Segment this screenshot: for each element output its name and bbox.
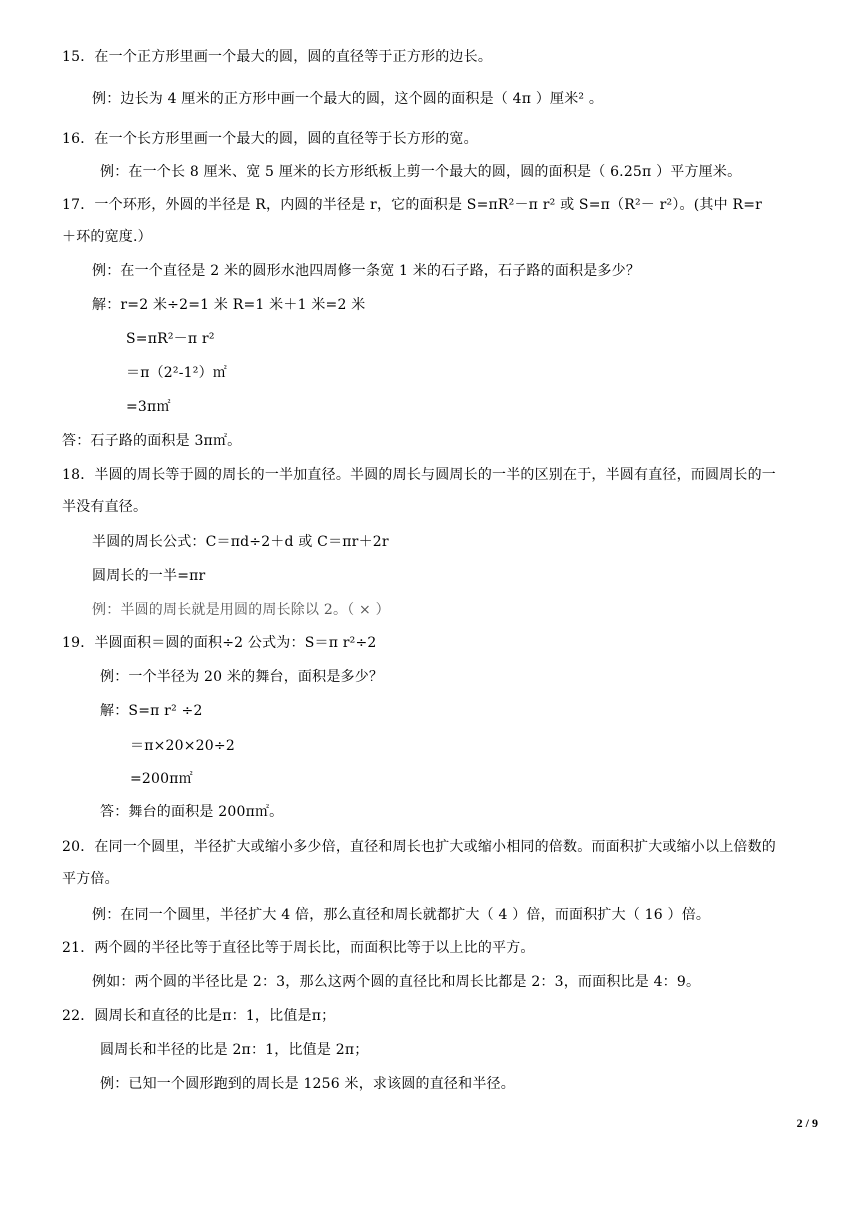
item-15: 15．在一个正方形里画一个最大的圆，圆的直径等于正方形的边长。 xyxy=(62,49,493,65)
item-18-cont: 半没有直径。 xyxy=(62,499,148,515)
example-16: 例：在一个长 8 厘米、宽 5 厘米的长方形纸板上剪一个最大的圆，圆的面积是（ 6.25π ）平方厘米。 xyxy=(100,164,742,180)
example-21: 例如：两个圆的半径比是 2：3，那么这两个圆的直径比和周长比都是 2：3，而面积比是 4：9。 xyxy=(92,974,701,990)
example-15: 例：边长为 4 厘米的正方形中画一个最大的圆，这个圆的面积是（ 4π ）厘米² 。 xyxy=(92,91,604,107)
formula-17-b: ＝π（2²-1²）㎡ xyxy=(126,365,227,381)
item-20-cont: 平方倍。 xyxy=(62,871,119,887)
item-20: 20．在同一个圆里，半径扩大或缩小多少倍，直径和周长也扩大或缩小相同的倍数。而面积扩大或缩小以上倍数的 xyxy=(62,839,777,855)
item-22: 22．圆周长和直径的比是π：1，比值是π； xyxy=(62,1008,336,1024)
semicircle-perimeter-formula: 半圆的周长公式：C＝πd÷2＋d 或 C＝πr＋2r xyxy=(92,534,389,550)
example-22: 例：已知一个圆形跑到的周长是 1256 米，求该圆的直径和半径。 xyxy=(100,1076,515,1092)
item-16: 16．在一个长方形里画一个最大的圆，圆的直径等于长方形的宽。 xyxy=(62,131,478,147)
item-18: 18．半圆的周长等于圆的周长的一半加直径。半圆的周长与圆周长的一半的区别在于，半圆有直径，而圆周长的一 xyxy=(62,467,777,483)
answer-17: 答：石子路的面积是 3π㎡。 xyxy=(62,433,242,449)
item-17-cont: ＋环的宽度.） xyxy=(62,229,152,245)
formula-19-a: ＝π×20×20÷2 xyxy=(130,738,235,754)
example-18: 例：半圆的周长就是用圆的周长除以 2。（ × ） xyxy=(92,602,390,618)
item-19: 19．半圆面积＝圆的面积÷2 公式为：S＝π r²÷2 xyxy=(62,635,377,651)
item-22-radius: 圆周长和半径的比是 2π：1，比值是 2π； xyxy=(100,1042,369,1058)
answer-19: 答：舞台的面积是 200π㎡。 xyxy=(100,804,284,820)
solution-19: 解：S=π r² ÷2 xyxy=(100,703,203,719)
example-19: 例：一个半径为 20 米的舞台，面积是多少？ xyxy=(100,669,384,685)
formula-19-b: =200π㎡ xyxy=(130,771,193,787)
item-21: 21．两个圆的半径比等于直径比等于周长比，而面积比等于以上比的平方。 xyxy=(62,940,535,956)
item-17: 17．一个环形，外圆的半径是 R，内圆的半径是 r，它的面积是 S=πR²－π r² 或 S=π（R²－ r²）。(其中 R=r xyxy=(62,197,763,213)
example-20: 例：在同一个圆里，半径扩大 4 倍，那么直径和周长就都扩大（ 4 ）倍，而面积扩大（ 16 ）倍。 xyxy=(92,907,711,923)
half-circumference: 圆周长的一半=πr xyxy=(92,568,206,584)
formula-17-a: S=πR²－π r² xyxy=(126,331,215,347)
example-17: 例：在一个直径是 2 米的圆形水池四周修一条宽 1 米的石子路，石子路的面积是多少？ xyxy=(92,263,641,279)
page-number: 2 / 9 xyxy=(796,1116,818,1130)
solution-17: 解：r=2 米÷2=1 米 R=1 米＋1 米=2 米 xyxy=(92,297,366,313)
formula-17-c: =3π㎡ xyxy=(126,399,171,415)
